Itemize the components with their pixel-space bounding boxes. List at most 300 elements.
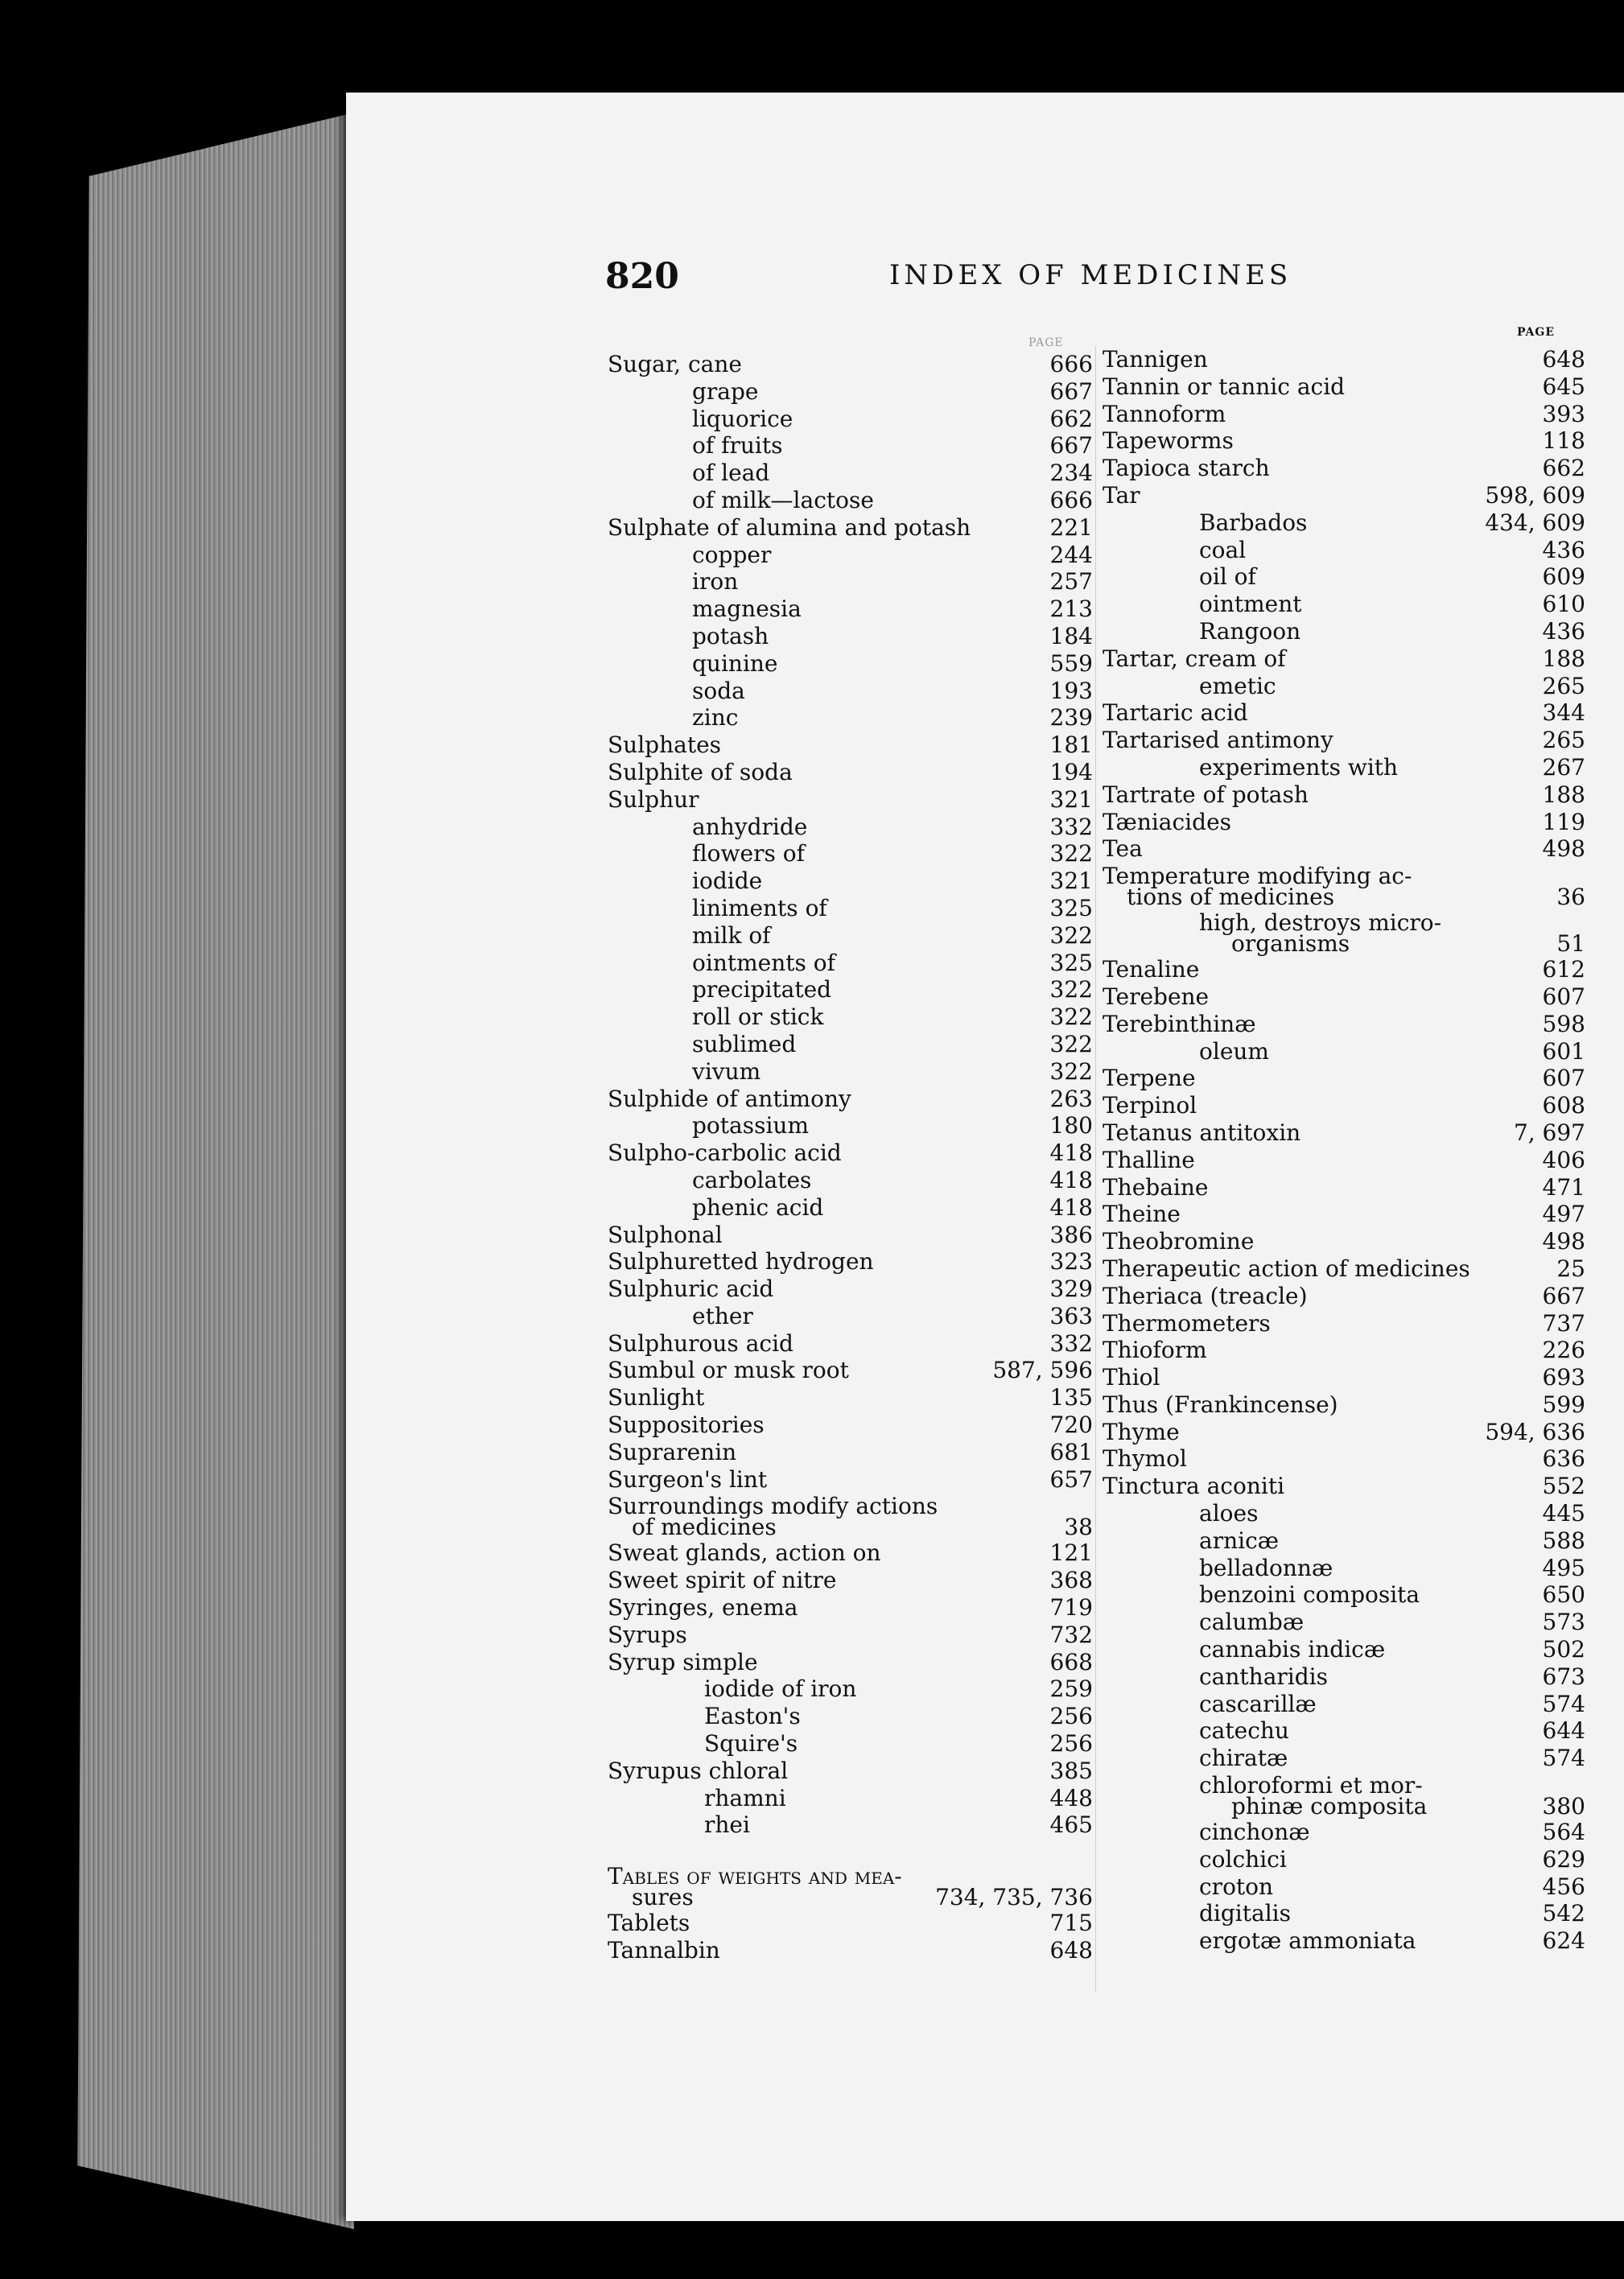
entry-term: soda — [692, 677, 745, 704]
index-entry — [1103, 781, 1585, 809]
index-entry — [608, 1758, 1093, 1785]
entry-term: iodide of iron — [704, 1675, 857, 1703]
index-entry — [1103, 401, 1585, 428]
index-entry — [1103, 1500, 1585, 1527]
index-entry — [1103, 1717, 1585, 1745]
entry-page-ref: 573 — [1542, 1609, 1585, 1636]
entry-term: Tea — [1103, 835, 1143, 863]
index-entry — [608, 759, 1093, 786]
entry-term: Syrupus chloral — [608, 1757, 789, 1784]
entry-page-ref: 322 — [1049, 840, 1093, 868]
index-entry — [1103, 1445, 1585, 1473]
entry-term: catechu — [1199, 1717, 1289, 1745]
entry-page-ref: 265 — [1542, 727, 1585, 754]
index-entry — [1103, 427, 1585, 455]
index-entry — [1103, 591, 1585, 618]
entry-page-ref: 594, 636 — [1485, 1418, 1585, 1445]
index-entry — [1103, 1228, 1585, 1255]
index-entry — [1103, 1745, 1585, 1772]
entry-page-ref: 666 — [1049, 486, 1093, 513]
entry-page-ref: 213 — [1049, 596, 1093, 623]
entry-term: Sulphonal — [608, 1221, 723, 1248]
running-head: INDEX OF MEDICINES — [889, 259, 1292, 291]
index-entry — [608, 432, 1093, 460]
index-entry — [608, 1194, 1093, 1222]
index-entry — [1103, 1846, 1585, 1873]
entry-term: ointment — [1199, 591, 1302, 618]
entry-page-ref: 257 — [1049, 568, 1093, 596]
index-entry — [608, 1275, 1093, 1303]
entry-page-ref: 495 — [1542, 1554, 1585, 1581]
index-column-right — [1103, 346, 1585, 1955]
entry-term: Tapeworms — [1103, 427, 1234, 455]
index-entry — [1103, 1927, 1585, 1955]
index-entry — [608, 732, 1093, 759]
index-entry — [1103, 1419, 1585, 1446]
entry-term: Sugar, cane — [608, 351, 742, 377]
entry-page-ref: 648 — [1542, 346, 1585, 373]
index-entry — [608, 1086, 1093, 1113]
index-entry — [1103, 346, 1585, 373]
index-entry — [1103, 1581, 1585, 1609]
entry-term: Sulphate of alumina and potash — [608, 513, 971, 541]
entry-page-ref: 502 — [1542, 1636, 1585, 1663]
index-entry — [608, 1493, 1093, 1539]
entry-page-ref: 329 — [1049, 1275, 1093, 1303]
entry-term: Tartaric acid — [1103, 699, 1248, 727]
index-entry — [608, 1675, 1093, 1703]
entry-page-ref: 624 — [1542, 1927, 1585, 1955]
entry-term: magnesia — [692, 596, 802, 623]
entry-page-ref: 386 — [1049, 1221, 1093, 1248]
index-entry — [1103, 1873, 1585, 1901]
entry-term: Squire's — [704, 1730, 798, 1758]
entry-page-ref: 574 — [1542, 1690, 1585, 1717]
entry-page-ref: 434, 609 — [1485, 509, 1585, 536]
entry-page-ref: 368 — [1049, 1567, 1093, 1594]
entry-page-ref: 256 — [1049, 1730, 1093, 1758]
index-entry — [1103, 809, 1585, 836]
entry-page-ref: 610 — [1542, 591, 1585, 618]
index-entry — [1103, 1527, 1585, 1555]
entry-page-ref: 720 — [1049, 1411, 1093, 1439]
entry-term: liniments of — [692, 894, 827, 921]
entry-term: Thioform — [1103, 1337, 1207, 1364]
entry-page-ref: 681 — [1049, 1438, 1093, 1465]
entry-page-ref: 542 — [1542, 1900, 1585, 1927]
index-entry — [608, 1539, 1093, 1567]
entry-page-ref: 445 — [1542, 1500, 1585, 1527]
entry-term: flowers of — [692, 840, 805, 868]
index-entry — [608, 542, 1093, 569]
index-entry — [608, 623, 1093, 650]
index-entry — [1103, 727, 1585, 754]
index-entry — [608, 976, 1093, 1004]
entry-page-ref: 51 — [1556, 930, 1585, 958]
section-gap — [608, 1839, 1093, 1863]
entry-page-ref: 657 — [1049, 1465, 1093, 1493]
entry-page-ref: 244 — [1049, 541, 1093, 568]
index-entry — [1103, 1772, 1585, 1819]
entry-page-ref: 363 — [1049, 1302, 1093, 1329]
entry-page-ref: 607 — [1542, 1065, 1585, 1092]
entry-page-ref: 322 — [1049, 976, 1093, 1004]
entry-term: Tetanus antitoxin — [1103, 1119, 1301, 1146]
entry-term: liquorice — [692, 405, 793, 432]
entry-term: Terebene — [1103, 983, 1210, 1010]
index-entry — [1103, 1201, 1585, 1228]
entry-term: Sulphur — [608, 785, 699, 813]
index-entry — [608, 922, 1093, 950]
index-entry — [608, 868, 1093, 895]
entry-term: iodide — [692, 868, 763, 895]
index-entry — [1103, 1555, 1585, 1582]
index-entry — [1103, 1900, 1585, 1927]
entry-term: cannabis indicæ — [1199, 1636, 1386, 1663]
index-entry — [1103, 699, 1585, 727]
entry-page-ref: 498 — [1542, 1228, 1585, 1255]
index-entry — [608, 1649, 1093, 1676]
entry-term: vivum — [692, 1057, 761, 1085]
entry-term: milk of — [692, 921, 771, 949]
entry-term: iron — [692, 568, 739, 596]
entry-page-ref: 322 — [1049, 1004, 1093, 1031]
index-entry — [1103, 618, 1585, 645]
entry-term: chloroformi et mor- — [1199, 1772, 1423, 1799]
entry-term: cinchonæ — [1199, 1819, 1310, 1846]
entry-term: Syringes, enema — [608, 1594, 798, 1622]
entry-term: precipitated — [692, 976, 832, 1004]
column-divider — [1095, 346, 1096, 1992]
entry-page-ref: 559 — [1049, 649, 1093, 677]
entry-term: grape — [692, 377, 759, 405]
entry-term: calumbæ — [1199, 1609, 1305, 1636]
entry-page-ref: 644 — [1542, 1717, 1585, 1745]
entry-term: Sumbul or musk root — [608, 1357, 849, 1384]
entry-term: arnicæ — [1199, 1527, 1280, 1554]
index-entry — [608, 351, 1093, 378]
index-entry — [1103, 1147, 1585, 1174]
entry-page-ref: 650 — [1542, 1581, 1585, 1609]
entry-term: oil of — [1199, 563, 1256, 591]
entry-term: Thyme — [1103, 1418, 1180, 1445]
index-entry — [1103, 1609, 1585, 1636]
entry-page-ref: 332 — [1049, 813, 1093, 840]
entry-term: Syrup simple — [608, 1648, 758, 1675]
index-entry — [608, 596, 1093, 623]
entry-page-ref: 325 — [1049, 949, 1093, 976]
index-entry — [608, 814, 1093, 841]
entry-term: Sulphates — [608, 732, 722, 759]
entry-page-ref: 380 — [1542, 1793, 1585, 1820]
entry-term: Easton's — [704, 1703, 801, 1730]
index-entry — [1103, 1663, 1585, 1691]
index-entry — [608, 1439, 1093, 1466]
entry-term: Tenaline — [1103, 956, 1200, 983]
entry-page-ref: 667 — [1049, 377, 1093, 405]
index-entry — [608, 1303, 1093, 1330]
index-entry — [608, 1863, 1093, 1910]
entry-page-ref: 121 — [1049, 1539, 1093, 1567]
entry-page-ref: 226 — [1542, 1337, 1585, 1364]
entry-page-ref: 734, 735, 736 — [935, 1884, 1093, 1911]
entry-term: Rangoon — [1199, 617, 1301, 645]
entry-term: copper — [692, 541, 772, 568]
index-entry — [608, 487, 1093, 514]
entry-page-ref: 322 — [1049, 1030, 1093, 1057]
entry-term: zinc — [692, 704, 739, 732]
index-entry — [1103, 563, 1585, 591]
entry-page-ref: 263 — [1049, 1085, 1093, 1112]
entry-term: Syrups — [608, 1621, 687, 1648]
entry-page-ref: 732 — [1049, 1621, 1093, 1648]
page-column-caption-right: PAGE — [1517, 326, 1555, 339]
entry-term: Thalline — [1103, 1146, 1195, 1173]
index-entry — [608, 1910, 1093, 1937]
index-entry — [608, 650, 1093, 678]
entry-term: Terpene — [1103, 1065, 1196, 1092]
page-number: 820 — [605, 256, 679, 297]
entry-term: Sulphuric acid — [608, 1275, 774, 1303]
index-entry — [608, 1140, 1093, 1167]
entry-page-ref: 135 — [1049, 1384, 1093, 1411]
entry-page-ref: 385 — [1049, 1757, 1093, 1784]
entry-term: colchici — [1199, 1845, 1287, 1873]
index-entry — [1103, 645, 1585, 673]
entry-term: Tannigen — [1103, 346, 1208, 373]
entry-page-ref: 234 — [1049, 460, 1093, 487]
entry-term: Sweet spirit of nitre — [608, 1567, 837, 1594]
entry-page-ref: 598 — [1542, 1010, 1585, 1037]
index-entry — [608, 1811, 1093, 1839]
entry-term: Barbados — [1199, 509, 1308, 536]
entry-page-ref: 673 — [1542, 1663, 1585, 1690]
entry-page-ref: 737 — [1542, 1309, 1585, 1337]
index-entry — [1103, 1038, 1585, 1065]
entry-term: benzoini composita — [1199, 1581, 1420, 1609]
entry-page-ref: 259 — [1049, 1675, 1093, 1703]
entry-term: Terebinthinæ — [1103, 1010, 1256, 1037]
index-entry — [608, 1222, 1093, 1249]
entry-page-ref: 552 — [1542, 1473, 1585, 1500]
entry-page-ref: 564 — [1542, 1819, 1585, 1846]
page-column-caption-left: PAGE — [1028, 336, 1064, 349]
book-page-edges — [66, 113, 354, 2229]
entry-term: Tablets — [608, 1910, 690, 1937]
entry-term: belladonnæ — [1199, 1554, 1333, 1581]
entry-page-ref: 322 — [1049, 921, 1093, 949]
entry-page-ref: 629 — [1542, 1845, 1585, 1873]
index-entry — [608, 378, 1093, 406]
entry-term: experiments with — [1199, 753, 1399, 781]
entry-page-ref: 601 — [1542, 1037, 1585, 1065]
entry-term: cantharidis — [1199, 1663, 1328, 1690]
entry-term: of lead — [692, 460, 770, 487]
entry-term: cascarillæ — [1199, 1690, 1317, 1717]
entry-term-continuation: tions of medicines — [1127, 884, 1335, 911]
entry-page-ref: 648 — [1049, 1937, 1093, 1964]
entry-page-ref: 321 — [1049, 785, 1093, 813]
entry-page-ref: 662 — [1049, 405, 1093, 432]
entry-term: Sweat glands, action on — [608, 1539, 881, 1567]
entry-term: Surroundings modify actions — [608, 1493, 938, 1520]
index-column-left — [608, 351, 1093, 1964]
index-entry — [608, 1567, 1093, 1594]
index-entry — [1103, 1691, 1585, 1718]
entry-page-ref: 667 — [1542, 1282, 1585, 1309]
index-entry — [1103, 1636, 1585, 1663]
index-entry — [1103, 1283, 1585, 1310]
entry-term: Tannoform — [1103, 400, 1226, 427]
entry-page-ref: 118 — [1542, 427, 1585, 455]
entry-page-ref: 267 — [1542, 753, 1585, 781]
entry-page-ref: 465 — [1049, 1811, 1093, 1839]
entry-page-ref: 393 — [1542, 400, 1585, 427]
entry-term: carbolates — [692, 1166, 812, 1193]
entry-term: Tartar, cream of — [1103, 645, 1286, 672]
entry-term: Tapioca starch — [1103, 455, 1270, 482]
entry-page-ref: 497 — [1542, 1201, 1585, 1228]
entry-term: Thermometers — [1103, 1309, 1271, 1337]
entry-page-ref: 599 — [1542, 1391, 1585, 1418]
entry-term: Theobromine — [1103, 1228, 1255, 1255]
entry-page-ref: 607 — [1542, 983, 1585, 1010]
entry-term: oleum — [1199, 1037, 1269, 1065]
entry-term: Suprarenin — [608, 1438, 737, 1465]
index-entry — [1103, 1337, 1585, 1364]
index-entry — [1103, 482, 1585, 509]
entry-page-ref: 436 — [1542, 536, 1585, 563]
index-entry — [608, 1031, 1093, 1058]
entry-page-ref: 38 — [1064, 1514, 1093, 1541]
entry-page-ref: 321 — [1049, 868, 1093, 895]
entry-term: Thebaine — [1103, 1173, 1209, 1201]
entry-page-ref: 609 — [1542, 563, 1585, 591]
entry-page-ref: 588 — [1542, 1527, 1585, 1554]
entry-term: Terpinol — [1103, 1092, 1197, 1119]
entry-term: Sulphurous acid — [608, 1329, 793, 1357]
entry-page-ref: 184 — [1049, 622, 1093, 649]
index-entry — [608, 1466, 1093, 1494]
index-entry — [608, 1937, 1093, 1964]
entry-page-ref: 332 — [1049, 1329, 1093, 1357]
index-entry — [608, 1622, 1093, 1649]
entry-page-ref: 256 — [1049, 1703, 1093, 1730]
index-entry — [1103, 455, 1585, 482]
entry-page-ref: 325 — [1049, 894, 1093, 921]
index-entry — [608, 786, 1093, 814]
index-entry — [608, 460, 1093, 487]
entry-term: Tinctura aconiti — [1103, 1473, 1285, 1500]
entry-page-ref: 456 — [1542, 1873, 1585, 1900]
entry-page-ref: 645 — [1542, 373, 1585, 400]
entry-term: Therapeutic action of medicines — [1103, 1255, 1470, 1282]
entry-term-continuation: phinæ composita — [1231, 1793, 1428, 1820]
entry-page-ref: 498 — [1542, 835, 1585, 863]
entry-page-ref: 471 — [1542, 1173, 1585, 1201]
entry-term: of fruits — [692, 432, 783, 460]
entry-page-ref: 668 — [1049, 1648, 1093, 1675]
entry-page-ref: 239 — [1049, 704, 1093, 732]
index-entry — [608, 1594, 1093, 1622]
entry-term: anhydride — [692, 813, 808, 840]
entry-term: high, destroys micro- — [1199, 909, 1442, 937]
index-entry — [1103, 509, 1585, 537]
index-entry — [1103, 835, 1585, 863]
entry-term: Tartarised antimony — [1103, 727, 1333, 754]
entry-term: Sulphuretted hydrogen — [608, 1248, 874, 1275]
entry-page-ref: 667 — [1049, 432, 1093, 460]
entry-term: potash — [692, 622, 769, 649]
index-entry — [608, 406, 1093, 433]
entry-page-ref: 119 — [1542, 808, 1585, 835]
entry-page-ref: 715 — [1049, 1910, 1093, 1937]
entry-page-ref: 418 — [1049, 1193, 1093, 1221]
entry-term: phenic acid — [692, 1193, 824, 1221]
entry-term: emetic — [1199, 672, 1276, 699]
index-entry — [1103, 983, 1585, 1011]
index-entry — [608, 1703, 1093, 1730]
index-entry — [608, 1058, 1093, 1086]
entry-term: Tæniacides — [1103, 808, 1232, 835]
index-entry — [608, 678, 1093, 705]
index-entry — [1103, 1092, 1585, 1119]
index-entry — [1103, 1364, 1585, 1391]
index-entry — [608, 1167, 1093, 1194]
entry-term: rhamni — [704, 1784, 786, 1811]
entry-term: roll or stick — [692, 1004, 824, 1031]
entry-page-ref: 612 — [1542, 956, 1585, 983]
entry-term: rhei — [704, 1811, 750, 1839]
entry-term: Tables of weights and mea- — [608, 1863, 902, 1890]
entry-term: quinine — [692, 649, 778, 677]
entry-page-ref: 666 — [1049, 351, 1093, 377]
entry-page-ref: 193 — [1049, 677, 1093, 704]
index-entry — [1103, 754, 1585, 781]
entry-page-ref: 436 — [1542, 617, 1585, 645]
index-entry — [608, 1330, 1093, 1358]
entry-term: Sulpho-carbolic acid — [608, 1140, 842, 1167]
entry-page-ref: 180 — [1049, 1112, 1093, 1140]
entry-page-ref: 322 — [1049, 1057, 1093, 1085]
index-entry — [608, 1411, 1093, 1439]
entry-page-ref: 181 — [1049, 732, 1093, 759]
entry-page-ref: 323 — [1049, 1248, 1093, 1275]
entry-page-ref: 265 — [1542, 672, 1585, 699]
entry-term: chiratæ — [1199, 1745, 1288, 1772]
index-entry — [1103, 1819, 1585, 1846]
entry-page-ref: 693 — [1542, 1364, 1585, 1391]
entry-term-continuation: of medicines — [632, 1514, 777, 1541]
index-entry — [1103, 673, 1585, 700]
entry-page-ref: 608 — [1542, 1092, 1585, 1119]
index-entry — [1103, 1255, 1585, 1283]
index-entry — [1103, 1065, 1585, 1092]
entry-term: Temperature modifying ac- — [1103, 863, 1412, 890]
index-entry — [608, 1112, 1093, 1140]
entry-term: ointments of — [692, 949, 835, 976]
entry-page-ref: 7, 697 — [1513, 1119, 1585, 1146]
entry-term-continuation: sures — [632, 1884, 694, 1911]
index-entry — [1103, 863, 1585, 909]
entry-page-ref: 406 — [1542, 1146, 1585, 1173]
index-entry — [1103, 1473, 1585, 1500]
entry-page-ref: 344 — [1542, 699, 1585, 727]
index-entry — [1103, 1391, 1585, 1419]
index-entry — [608, 1384, 1093, 1411]
entry-page-ref: 188 — [1542, 781, 1585, 808]
index-entry — [1103, 909, 1585, 956]
